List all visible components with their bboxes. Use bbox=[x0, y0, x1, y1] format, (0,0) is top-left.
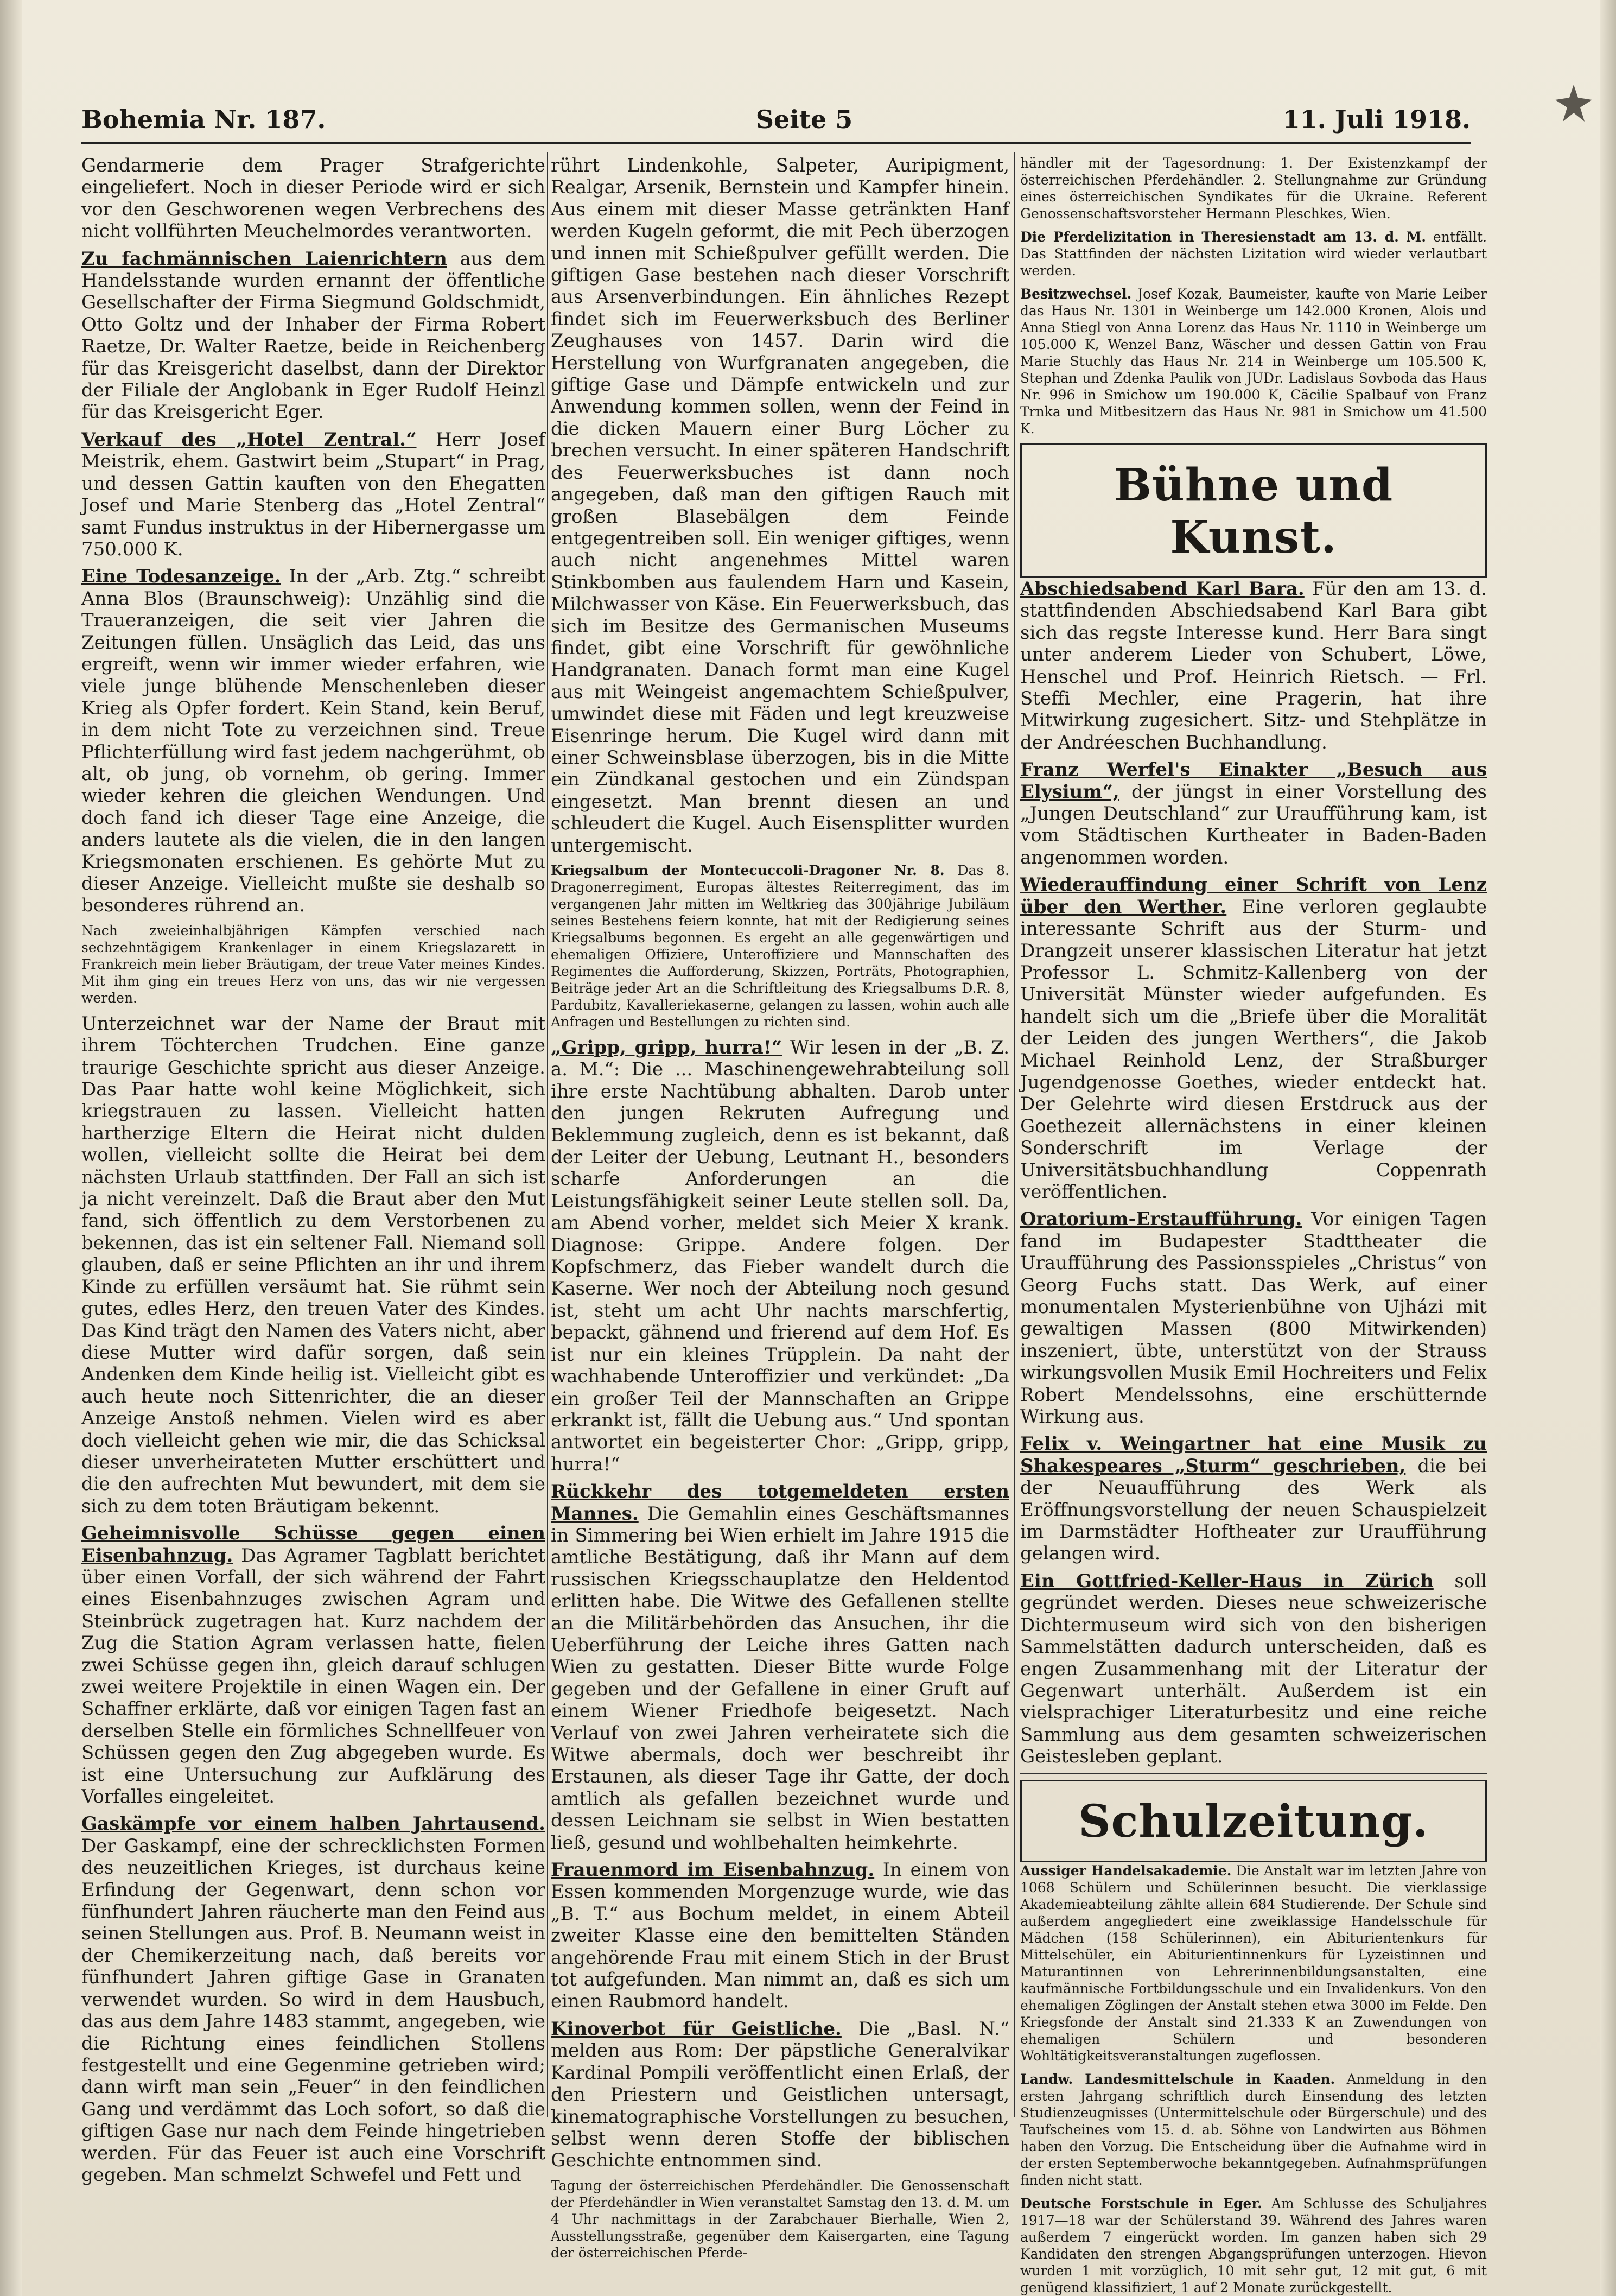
article bbox=[81, 566, 545, 917]
article-headline: Verkauf des „Hotel Zentral.“ bbox=[81, 428, 417, 451]
article bbox=[1020, 1433, 1487, 1564]
article-body: aus dem Handelsstande wurden ernannt der öffentliche Gesellschafter der Firma Siegmund Goldschmidt, Otto Goltz und der Inhaber der Firma Robert Raetze, Dr. Walter Raetze, beide in Reichenberg für das Kreisgericht daselbst, dann der Direktor der Filiale der Anglobank in Eger Rudolf Heinzl für das Kreisgericht Eger. bbox=[81, 248, 545, 423]
article-body: In einem von Essen kommenden Morgenzuge wurde, wie das „B. T.“ aus Bochum meldet, in einem Abteil zweiter Klasse eine den bemittelten Ständen angehörende Frau mit einem Stich in der Brust tot aufgefunden. Man nimmt an, daß es sich um einen Raubmord handelt. bbox=[551, 1859, 1010, 2013]
article-body: Am Schlusse des Schuljahres 1917—18 war der Schülerstand 39. Während des Jahres waren außerdem 7 eingerückt worden. Im ganzen haben sich 29 Kandidaten den strengen Abgangsprüfungen unterzogen. Hievon wurden 1 mit vorzüglich, 10 mit sehr gut, 12 mit gut, 6 mit genügend klassifiziert, 1 auf 2 Monate zurückgestellt. bbox=[1020, 2195, 1487, 2295]
article-headline: Die Pferdelizitation in Theresienstadt am 13. d. M. bbox=[1020, 229, 1426, 245]
article bbox=[551, 1481, 1009, 1854]
header-masthead: Bohemia Nr. 187. bbox=[81, 105, 326, 134]
article-body: Josef Kozak, Baumeister, kaufte von Marie Leiber das Haus Nr. 1301 in Weinberge um 142.000 Kronen, Alois und Anna Stiegl von Anna Lorenz das Haus Nr. 1110 in Weinberge um 105.000 K, Wenzel Banz, Wäscher und dessen Gattin von Frau Marie Stuchly das Haus Nr. 214 in Weinberge um 105.500 K, Stephan und Zdenka Paulik von JUDr. Ladislaus Sovboda das Haus Nr. 996 in Smichow um 190.000 K, Cäcilie Spalbauf von Franz Trnka und Mitbesitzern das Haus Nr. 981 in Smichow um 41.500 K. bbox=[1020, 286, 1487, 436]
article-body: Eine verloren geglaubte interessante Schrift aus der Sturm- und Drangzeit unserer klassischen Literatur hat jetzt Professor L. Schmitz-Kallenberg von der Universität Münster wieder aufgefunden. Es handelt sich um die „Briefe über die Moralität der Leiden des jungen Werthers“, die Jakob Michael Reinhold Lenz, der Straßburger Jugendgenosse Goethes, wieder entdeckt hat. Der Gelehrte wird diesen Erstdruck aus der Goethezeit allernächstens in einer kleinen Sonderschrift im Verlage der Universitätsbuchhandlung Coppenrath veröffentlichen. bbox=[1020, 896, 1487, 1203]
article-headline: Oratorium-Erstaufführung. bbox=[1020, 1208, 1302, 1231]
column-2 bbox=[551, 155, 1010, 2261]
article-body: Anmeldung in den ersten Jahrgang schriftlich durch Einsendung des letzten Studienzeugnisses (Untermittelschule oder Bürgerschule) und des Taufscheines vom 15. d. ab. Söhne von Landwirten aus Böhmen haben den Vorzug. Die Entscheidung über die Aufnahme wird in der ersten Septemberwoche bekanntgegeben. Aufnahmsprüfungen finden nicht statt. bbox=[1020, 2071, 1487, 2188]
article bbox=[551, 862, 1009, 1030]
article-body: Die Anstalt war im letzten Jahre von 1068 Schülern und Schülerinnen besucht. Die vierklassige Akademieabteilung zählte allein 684 Studierende. Der Schule sind außerdem angegliedert eine zweiklassige Handelsschule für Mädchen (158 Schülerinnen), ein Abiturientenkurs für Mittelschüler, ein Abiturientinnenkurs für Lyzeistinnen und Maturantinnen von Lehrerinnenbildungsanstalten, eine kaufmännische Fortbildungsschule und ein Invalidenkurs. Von den ehemaligen Zöglingen der Anstalt stehen etwa 3000 im Felde. Den Kriegsfonde der Anstalt sind 21.333 K an Zuwendungen von ehemaligen Schülern und besonderen Wohltätigkeitsveranstaltungen zugeflossen. bbox=[1020, 1862, 1487, 2064]
article bbox=[1020, 286, 1487, 437]
article-body: Das 8. Dragonerregiment, Europas ältestes Reiterregiment, das im vergangenen Jahr mitten im Weltkrieg das 300jährige Jubiläum seines Bestehens feiern konnte, hat mit der Redigierung seines Kriegsalbums begonnen. Es ergeht an alle gegenwärtigen und ehemaligen Offiziere, Unteroffiziere und Mannschaften des Regimentes die Aufforderung, Skizzen, Porträts, Photographien, Beiträge jeder Art an die Schriftleitung des Kriegsalbums D.R. 8, Pardubitz, Kavalleriekaserne, gelangen zu lassen, wohin auch alle Anfragen und Bestellungen zu richten sind. bbox=[551, 862, 1010, 1030]
article bbox=[1020, 1862, 1487, 2064]
article bbox=[551, 1037, 1009, 1475]
article bbox=[1020, 2195, 1487, 2296]
article-headline: Ein Gottfried-Keller-Haus in Zürich bbox=[1020, 1570, 1434, 1592]
article-headline: Deutsche Forstschule in Eger. bbox=[1020, 2195, 1262, 2211]
article bbox=[551, 2018, 1009, 2172]
article-headline: Eine Todesanzeige. bbox=[81, 566, 281, 588]
column-3 bbox=[1020, 155, 1487, 2295]
article-headline: Felix v. Weingartner hat eine Musik zu Shakespeares „Sturm“ geschrieben, bbox=[1020, 1433, 1487, 1477]
article-body: In der „Arb. Ztg.“ schreibt Anna Blos (Braunschweig): Unzählig sind die Traueranzeigen, die seit vier Jahren die Zeitungen füllen. Unsäglich das Leid, das uns ergreift, wenn wir immer wieder erfahren, wie viele junge blühende Menschenleben dieser Krieg als Opfer fordert. Kein Stand, kein Beruf, in dem nicht Tote zu verzeichnen sind. Treue Pflichterfüllung wird fast jedem nachgerühmt, ob alt, ob jung, ob vornehm, ob gering. Immer wieder kehren die gleichen Wendungen. Und doch fand ich dieser Tage eine Anzeige, die anders lautete als die vielen, die in den langen Kriegsmonaten erschienen. Es gehörte Mut zu dieser Anzeige. Vielleicht mußte sie deshalb so besonderes rührend an. bbox=[81, 566, 546, 917]
article-text: händler mit der Tagesordnung: 1. Der Existenzkampf der österreichischen Pferdehändler. 2. Stellungnahme zur Gründung eines österreichischen Syndikates für die Ukraine. Referent Genossenschaftsvorsteher Hermann Pleschkes, Wien. bbox=[1020, 155, 1487, 221]
section-divider bbox=[1020, 1773, 1487, 1774]
article-body: der jüngst in einer Vorstellung des „Jungen Deutschland“ zur Uraufführung kam, ist vom Städtischen Kurtheater in Baden-Baden angenommen worden. bbox=[1020, 781, 1487, 868]
article bbox=[81, 1813, 545, 2186]
article-body: Die „Basl. N.“ melden aus Rom: Der päpstliche Generalvikar Kardinal Pompili veröffentlicht einen Erlaß, der den Priestern und Geistlichen untersagt, kinematographische Vorstellungen zu besuchen, selbst wenn deren Stoffe der biblischen Geschichte entnommen sind. bbox=[551, 2018, 1009, 2172]
article-headline: Abschiedsabend Karl Bara. bbox=[1020, 578, 1305, 600]
article bbox=[1020, 578, 1487, 753]
article-body: Das Agramer Tagblatt berichtet über einen Vorfall, der sich während der Fahrt eines Eisenbahnzuges zwischen Agram und Steinbrück zugetragen hat. Kurz nachdem der Zug die Station Agram verlassen hatte, fielen zwei Schüsse gegen ihn, gleich darauf schlugen zwei weitere Projektile in einen Wagen ein. Der Schaffner erklärte, daß vor einigen Tagen fast an derselben Stelle ein förmliches Schnellfeuer von Schüssen gegen den Zug abgegeben wurde. Es ist eine Untersuchung zur Aufklärung des Vorfalles eingeleitet. bbox=[81, 1544, 545, 1808]
article-body: Die Gemahlin eines Geschäftsmannes in Simmering bei Wien erhielt im Jahre 1915 die amtliche Bestätigung, daß ihr Mann auf dem russischen Kriegsschauplatze den Heldentod erlitten habe. Die Witwe des Gefallenen stellte an die Militärbehörden das Ansuchen, ihr die Ueberführung der Leiche ihres Gatten nach Wien zu gestatten. Dieser Bitte wurde Folge gegeben und der Gefallene in einer Gruft auf einem Wiener Friedhofe beigesetzt. Nach Verlauf von zwei Jahren verheiratete sich die Witwe abermals, doch wer beschreibt ihr Erstaunen, als dieser Tage ihr Gatte, der doch amtlich als gefallen bezeichnet wurde und dessen Leichnam sie selbst in Wien bestatten ließ, gesund und wohlbehalten heimkehrte. bbox=[551, 1502, 1010, 1854]
article bbox=[1020, 874, 1487, 1203]
article-body: Vor einigen Tagen fand im Budapester Stadttheater die Uraufführung des Passionsspieles „Christus“ von Georg Fuchs statt. Das Werk, auf einer monumentalen Mysterienbühne von Ujházi mit gewaltigen Massen (800 Mitwirkenden) inszeniert, übte, unterstützt von der Strauss wirkungsvollen Musik Emil Hochreiters und Felix Robert Mendelssohns, eine erschütternde Wirkung aus. bbox=[1020, 1208, 1487, 1428]
column-divider bbox=[547, 152, 548, 2117]
article-text: Unterzeichnet war der Name der Braut mit ihrem Töchterchen Trudchen. Eine ganze traurige Geschichte spricht aus dieser Anzeige. Das Paar hatte wohl keine Möglichkeit, sich kriegstrauen zu lassen. Vielleicht hatten hartherzige Eltern die Heirat nicht dulden wollen, vielleicht sollte die Heirat bei dem nächsten Urlaub stattfinden. Der Fall an sich ist ja nicht vereinzelt. Daß die Braut aber den Mut fand, sich öffentlich zu dem Verstorbenen zu bekennen, das ist ein seltener Fall. Niemand soll glauben, daß er seine Pflichten an ihr und ihrem Kinde zu erfüllen versäumt hat. Sie rühmt sein gutes, edles Herz, den treuen Vater des Kindes. Das Kind trägt den Namen des Vaters nicht, aber diese Mutter wird dafür sorgen, daß sein Andenken dem Kinde heilig ist. Vielleicht gibt es auch heute noch Sittenrichter, die an dieser Anzeige Anstoß nehmen. Vielen wird es aber doch vielleicht gehen wie mir, die das Schicksal dieser unverheirateten Mutter erschüttert und die den aufrechten Mut bewundert, mit dem sie sich zu dem toten Bräutigam bekennt. bbox=[81, 1012, 545, 1517]
article-headline: Kinoverbot für Geistliche. bbox=[551, 2018, 842, 2040]
article-headline: Gaskämpfe vor einem halben Jahrtausend. bbox=[81, 1813, 545, 1835]
article bbox=[1020, 759, 1487, 868]
article bbox=[1020, 229, 1487, 279]
article bbox=[1020, 1570, 1487, 1768]
article-body: Herr Josef Meistrik, ehem. Gastwirt beim „Stupart“ in Prag, und dessen Gattin kauften von den Ehegatten Josef und Marie Stenberg das „Hotel Zentral“ samt Fundus instruktus in der Hibernergasse um 750.000 K. bbox=[81, 428, 545, 560]
header-rule bbox=[81, 142, 1471, 144]
article-headline: „Gripp, gripp, hurra!“ bbox=[551, 1037, 782, 1058]
article bbox=[551, 1859, 1009, 2013]
header-date: 11. Juli 1918. bbox=[1282, 105, 1471, 134]
article-headline: Geheimnisvolle Schüsse gegen einen Eisenbahnzug. bbox=[81, 1523, 545, 1566]
column-1 bbox=[81, 155, 546, 2186]
ink-blot-mark bbox=[1552, 81, 1595, 125]
article-body: soll gegründet werden. Dieses neue schweizerische Dichtermuseum wird sich von den bisherigen Sammelstätten dadurch unterscheiden, daß es engen Zusammenhang mit der Literatur der Gegenwart unterhält. Außerdem ist ein vielsprachiger Literaturbesitz und eine reiche Sammlung aus dem gesamten schweizerischen Geistesleben geplant. bbox=[1020, 1570, 1487, 1768]
article-headline: Rückkehr des totgemeldeten ersten Mannes. bbox=[551, 1481, 1009, 1525]
scan-edge-left bbox=[0, 0, 22, 2296]
article-headline: Kriegsalbum der Montecuccoli-Dragoner Nr. 8. bbox=[551, 862, 945, 878]
article-headline: Aussiger Handelsakademie. bbox=[1020, 1862, 1232, 1879]
page-header bbox=[81, 98, 1471, 141]
quoted-notice: Nach zweieinhalbjährigen Kämpfen verschied nach sechzehntägigem Krankenlager in einem Kriegslazarett in Frankreich mein lieber Bräutigam, der treue Vater meines Kindes. Mit ihm ging ein treues Herz von uns, das wir nie vergessen werden. bbox=[81, 922, 545, 1006]
article-headline: Besitzwechsel. bbox=[1020, 286, 1132, 302]
section-title: Bühne und Kunst. bbox=[1114, 459, 1394, 563]
section-schulzeitung bbox=[1020, 1780, 1487, 1862]
article-text: Tagung der österreichischen Pferdehändler. Die Genossenschaft der Pferdehändler in Wien veranstaltet Samstag den 13. d. M. um 4 Uhr nachmittags in der Zarabchauer Bierhalle, Wien 2, Ausstellungsstraße, gegenüber dem Kaisergarten, eine Tagung der österreichischen Pferde- bbox=[551, 2177, 1009, 2261]
section-buehne-und-kunst bbox=[1020, 443, 1487, 578]
article-headline: Landw. Landesmittelschule in Kaaden. bbox=[1020, 2071, 1335, 2087]
article-body: Für den am 13. d. stattfindenden Abschiedsabend Karl Bara gibt sich das regste Interesse kund. Herr Bara singt unter anderem Lieder von Schubert, Löwe, Henschel und Prof. Heinrich Rietsch. — Frl. Steffi Mechler, eine Pragerin, hat ihre Mitwirkung zugesichert. Sitz- und Stehplätze in der Andréeschen Buchhandlung. bbox=[1020, 578, 1487, 753]
article-headline: Franz Werfel's Einakter „Besuch aus Elysium“, bbox=[1020, 759, 1487, 803]
article bbox=[81, 248, 545, 423]
article bbox=[81, 429, 545, 560]
article-headline: Zu fachmännischen Laienrichtern bbox=[81, 248, 447, 270]
article bbox=[1020, 1208, 1487, 1428]
article bbox=[1020, 2071, 1487, 2189]
article-body: die bei der Neuaufführung des Werk als Eröffnungsvorstellung der neuen Schauspielzeit im Darmstädter Hoftheater zur Uraufführung gelangen wird. bbox=[1020, 1455, 1487, 1565]
article-body: Wir lesen in der „B. Z. a. M.“: Die ... Maschinengewehrabteilung soll ihre erste Nachtübung abhalten. Darob unter den jungen Rekruten Aufregung und Beklemmung zugleich, denn es ist bekannt, daß der Leiter der Uebung, Leutnant H., besonders scharfe Anforderungen an die Leistungsfähigkeit seiner Leute stellen soll. Da, am Abend vorher, meldet sich Meier X krank. Diagnose: Grippe. Andere folgen. Der Kopfschmerz, das Fieber wandelt durch die Kaserne. Wer noch der Abteilung noch gesund ist, steht um acht Uhr nachts marschfertig, bepackt, gähnend und frierend auf dem Hof. Es ist nur ein kleines Trüpplein. Da naht der wachhabende Unteroffizier und verkündet: „Da ein großer Teil der Mannschaften an Grippe erkrankt ist, fällt die Uebung aus.“ Und spontan antwortet ein begeisterter Chor: „Gripp, gripp, hurra!“ bbox=[551, 1037, 1009, 1475]
article-headline: Frauenmord im Eisenbahnzug. bbox=[551, 1859, 875, 1881]
article-text: Gendarmerie dem Prager Strafgerichte eingeliefert. Noch in dieser Periode wird er sich vor den Geschworenen wegen Verbrechens des nicht vollführten Meuchelmordes verantworten. bbox=[81, 155, 545, 243]
article-body: entfällt. Das Stattfinden der nächsten Lizitation wird wieder verlautbart werden. bbox=[1020, 229, 1487, 278]
header-page-number: Seite 5 bbox=[755, 105, 853, 134]
column-divider bbox=[1014, 152, 1015, 2117]
section-title: Schulzeitung. bbox=[1078, 1795, 1429, 1848]
article-body: Der Gaskampf, eine der schrecklichsten Formen des neuzeitlichen Krieges, ist durchaus keine Erfindung der Gegenwart, denn schon vor fünfhundert Jahren räucherte man den Feind aus seinen Stellungen aus. Prof. B. Neumann weist in der Chemikerzeitung nach, daß bereits vor fünfhundert Jahren giftige Gase in Granaten verwendet wurden. So wird in dem Hausbuch, das aus dem Jahre 1483 stammt, angegeben, wie die Richtung eines feindlichen Stollens festgestellt und eine Gegenmine getrieben wird; dann wirft man sein „Feuer“ in den feindlichen Gang und verdämmt das Loch sofort, so daß die giftigen Gase nur nach dem Feinde hingetrieben werden. Für das Feuer ist auch eine Vorschrift gegeben. Man schmelzt Schwefel und Fett und bbox=[81, 1835, 545, 2186]
article bbox=[81, 1523, 545, 1807]
scan-edge-right bbox=[1600, 0, 1616, 2296]
article-text: rührt Lindenkohle, Salpeter, Auripigment, Realgar, Arsenik, Bernstein und Kampfer hinein. Aus einem mit dieser Masse getränkten Hanf werden Kugeln geformt, die mit Pech überzogen und innen mit Schießpulver gefüllt werden. Die giftigen Gase bestehen nach dieser Vorschrift aus Arsenverbindungen. Ein ähnliches Rezept findet sich im Feuerwerksbuch des Berliner Zeughauses von 1457. Darin wird die Herstellung von Wurfgranaten angegeben, die giftige Gase und Dämpfe entwickeln und zur Anwendung kommen sollen, wenn der Feind in die dicken Mauern einer Burg Löcher zu brechen versucht. In einer späteren Handschrift des Feuerwerksbuches ist dann noch angegeben, daß man den giftigen Rauch mit großen Blasebälgen dem Feinde entgegentreiben soll. Ein weniger giftiges, wenn auch nicht angenehmes Mittel waren Stinkbomben aus faulendem Harn und Kasein, Milchwasser von Käse. Ein Feuerwerksbuch, das sich im Besitze des Germanischen Museums findet, gibt eine Vorschrift für gewöhnliche Handgranaten. Danach formt man eine Kugel aus mit Weingeist angemachtem Schießpulver, umwindet diese mit Fäden und legt kreuzweise Eisenringe herum. Die Kugel wird dann mit einer Schweinsblase überzogen, bis in die Mitte ein Zündkanal gestochen und ein Zündspan eingesetzt. Man brennt diesen an und schleudert die Kugel. Auch Eisensplitter wurden untergemischt. bbox=[551, 155, 1009, 857]
article-headline: Wiederauffindung einer Schrift von Lenz über den Werther. bbox=[1020, 874, 1487, 918]
